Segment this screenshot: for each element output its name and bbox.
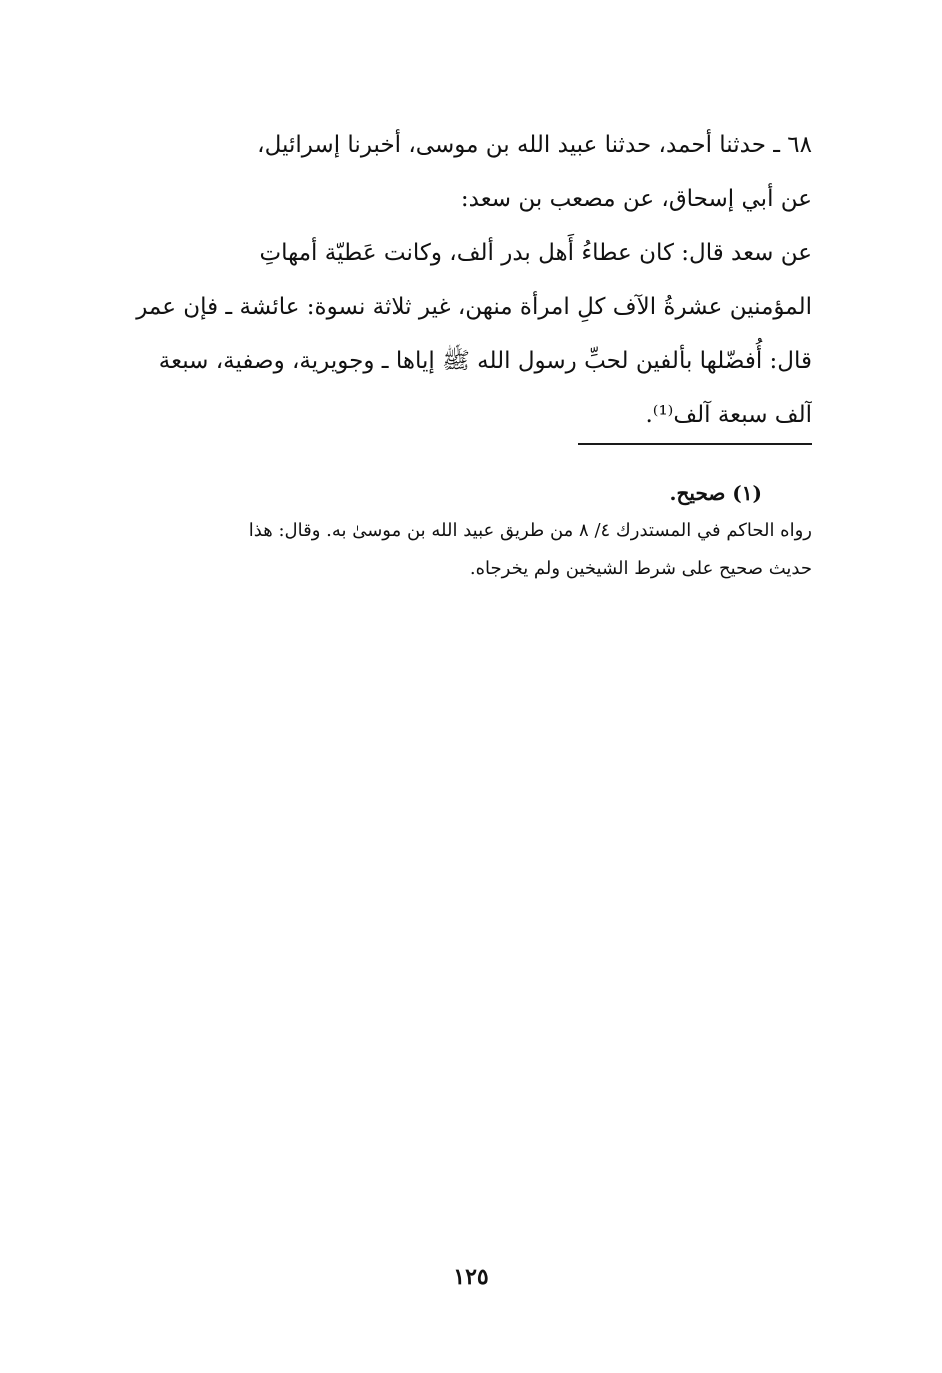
page-number: ١٢٥ [453, 1264, 489, 1290]
footnote [112, 474, 812, 588]
footnote-line-2: حديث صحيح على شرط الشيخين ولم يخرجاه. [469, 558, 812, 579]
footnote-line-1: رواه الحاكم في المستدرك ٤/ ٨ من طريق عبيد الله بن موسىٰ به. وقال: هذا [248, 520, 812, 541]
footnote-grade: (١) صحيح. [669, 481, 762, 505]
matn-line-3: قال: أُفضّلها بألفين لحبِّ رسول الله ﷺ إياها ـ وجويرية، وصفية، سبعة [158, 348, 812, 374]
isnad-line-1: ٦٨ ـ حدثنا أحمد، حدثنا عبيد الله بن موسى، أخبرنا إسرائيل، [257, 132, 812, 158]
hadith-isnad [112, 118, 812, 226]
hadith-matn [112, 226, 812, 442]
matn-line-2: المؤمنين عشرةُ الآف كلِ امرأة منهن، غير ثلاثة نسوة: عائشة ـ فإن عمر [136, 294, 812, 320]
matn-line-4: آلف سبعة آلف⁽¹⁾. [645, 402, 812, 428]
isnad-line-2: عن أبي إسحاق، عن مصعب بن سعد: [460, 186, 812, 212]
footnote-divider [578, 443, 812, 445]
matn-line-1: عن سعد قال: كان عطاءُ أَهل بدر ألف، وكانت عَطيّة أمهاتِ [259, 240, 812, 266]
